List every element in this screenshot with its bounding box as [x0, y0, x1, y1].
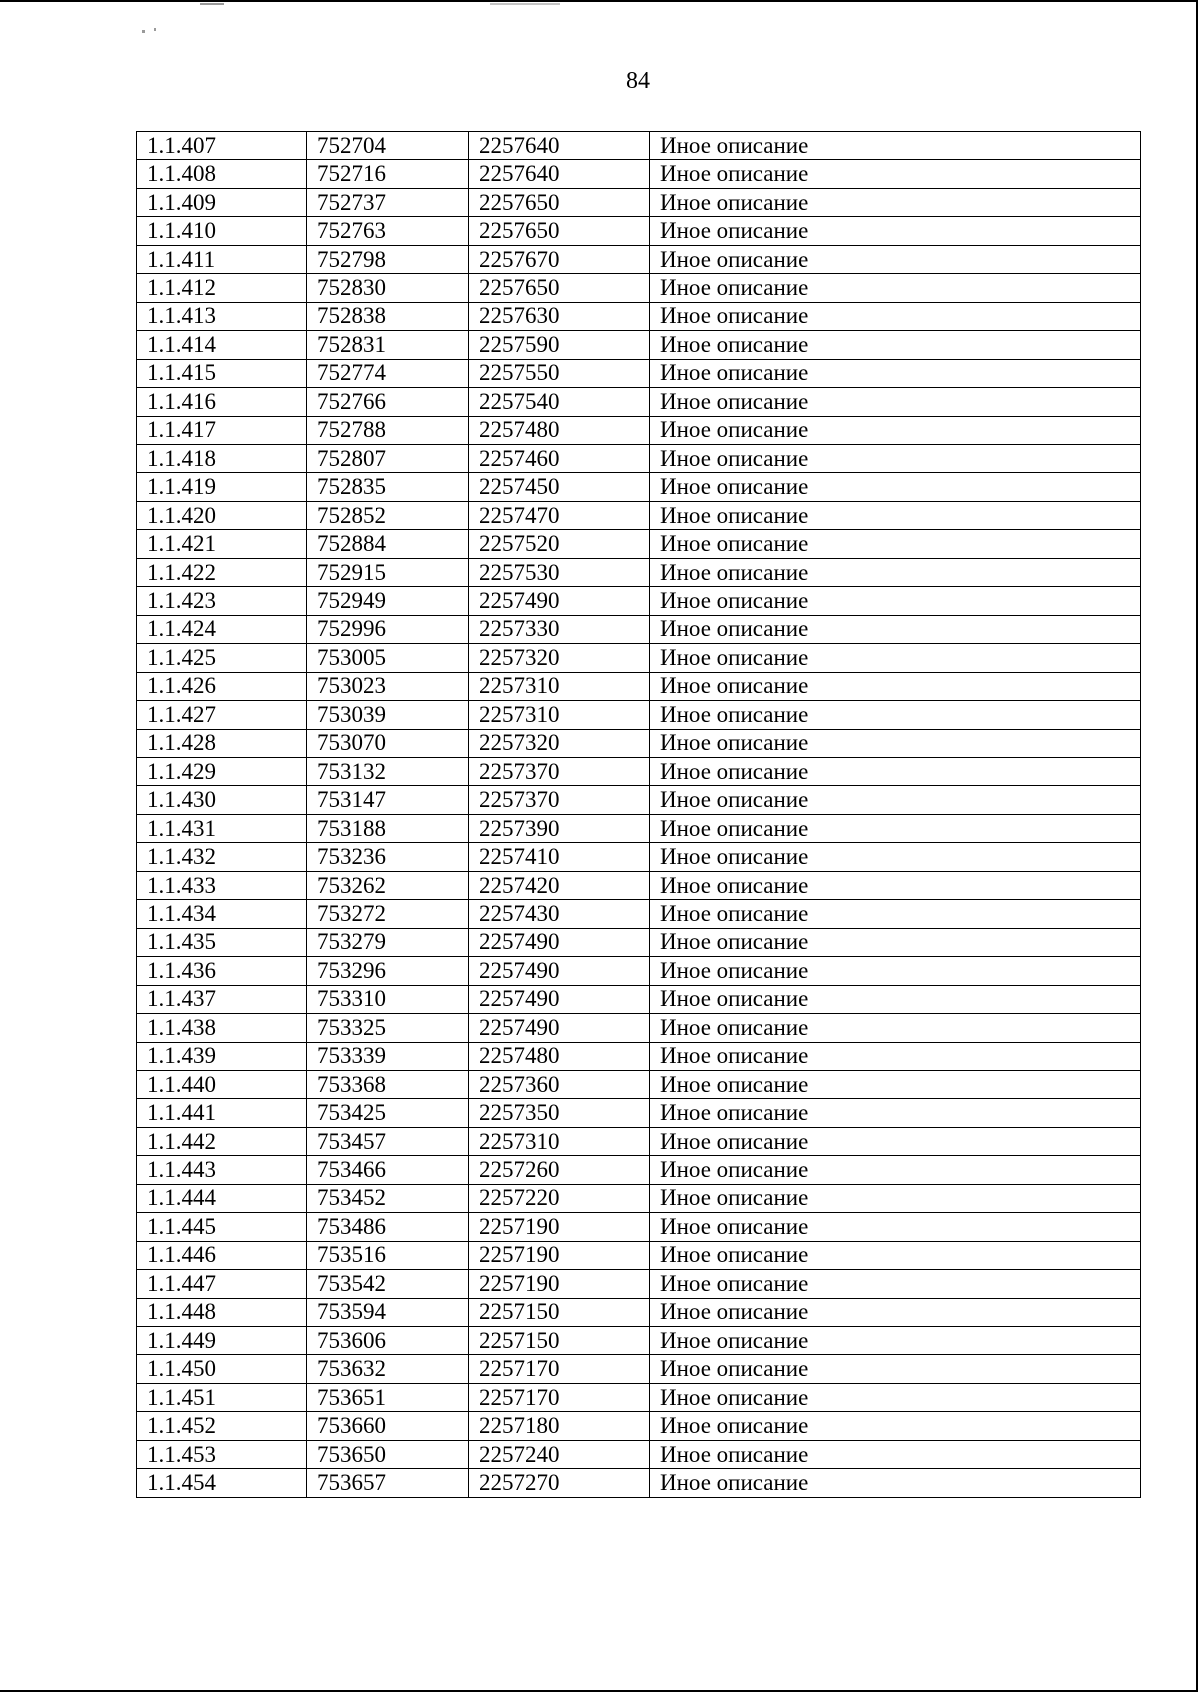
y-coordinate-cell: 2257650: [469, 217, 650, 245]
table-row: [137, 701, 1141, 729]
point-number-cell: 1.1.413: [137, 302, 307, 330]
x-coordinate-cell: 752838: [307, 302, 469, 330]
x-coordinate-cell: 753657: [307, 1469, 469, 1497]
point-number-cell: 1.1.431: [137, 814, 307, 842]
x-coordinate-cell: 753486: [307, 1213, 469, 1241]
y-coordinate-cell: 2257490: [469, 957, 650, 985]
description-cell: Иное описание: [650, 1383, 1141, 1411]
table-row: [137, 1014, 1141, 1042]
description-cell: Иное описание: [650, 814, 1141, 842]
y-coordinate-cell: 2257370: [469, 786, 650, 814]
point-number-cell: 1.1.439: [137, 1042, 307, 1070]
point-number-cell: 1.1.422: [137, 558, 307, 586]
table-row: [137, 928, 1141, 956]
description-cell: Иное описание: [650, 701, 1141, 729]
y-coordinate-cell: 2257470: [469, 501, 650, 529]
point-number-cell: 1.1.412: [137, 274, 307, 302]
point-number-cell: 1.1.417: [137, 416, 307, 444]
y-coordinate-cell: 2257310: [469, 672, 650, 700]
x-coordinate-cell: 752830: [307, 274, 469, 302]
y-coordinate-cell: 2257640: [469, 132, 650, 160]
point-number-cell: 1.1.410: [137, 217, 307, 245]
table-row: [137, 1042, 1141, 1070]
x-coordinate-cell: 753516: [307, 1241, 469, 1269]
table-row: [137, 843, 1141, 871]
point-number-cell: 1.1.452: [137, 1412, 307, 1440]
description-cell: Иное описание: [650, 245, 1141, 273]
description-cell: Иное описание: [650, 558, 1141, 586]
point-number-cell: 1.1.421: [137, 530, 307, 558]
table-row: [137, 558, 1141, 586]
y-coordinate-cell: 2257260: [469, 1156, 650, 1184]
table-row: [137, 1440, 1141, 1468]
x-coordinate-cell: 753023: [307, 672, 469, 700]
point-number-cell: 1.1.425: [137, 644, 307, 672]
point-number-cell: 1.1.432: [137, 843, 307, 871]
table-row: [137, 388, 1141, 416]
y-coordinate-cell: 2257310: [469, 1127, 650, 1155]
description-cell: Иное описание: [650, 644, 1141, 672]
table-row: [137, 188, 1141, 216]
point-number-cell: 1.1.450: [137, 1355, 307, 1383]
y-coordinate-cell: 2257370: [469, 757, 650, 785]
y-coordinate-cell: 2257310: [469, 701, 650, 729]
y-coordinate-cell: 2257520: [469, 530, 650, 558]
x-coordinate-cell: 752835: [307, 473, 469, 501]
description-cell: Иное описание: [650, 957, 1141, 985]
point-number-cell: 1.1.437: [137, 985, 307, 1013]
description-cell: Иное описание: [650, 1241, 1141, 1269]
scan-artifact: [142, 30, 145, 33]
table-row: [137, 132, 1141, 160]
y-coordinate-cell: 2257420: [469, 871, 650, 899]
description-cell: Иное описание: [650, 1298, 1141, 1326]
table-body: [137, 132, 1141, 1498]
description-cell: Иное описание: [650, 786, 1141, 814]
x-coordinate-cell: 753457: [307, 1127, 469, 1155]
x-coordinate-cell: 753070: [307, 729, 469, 757]
y-coordinate-cell: 2257170: [469, 1383, 650, 1411]
y-coordinate-cell: 2257490: [469, 928, 650, 956]
table-row: [137, 985, 1141, 1013]
y-coordinate-cell: 2257360: [469, 1070, 650, 1098]
table-row: [137, 957, 1141, 985]
y-coordinate-cell: 2257330: [469, 615, 650, 643]
table-row: [137, 615, 1141, 643]
table-row: [137, 359, 1141, 387]
x-coordinate-cell: 752831: [307, 331, 469, 359]
x-coordinate-cell: 752807: [307, 444, 469, 472]
scan-artifact: [490, 3, 560, 5]
point-number-cell: 1.1.436: [137, 957, 307, 985]
x-coordinate-cell: 753594: [307, 1298, 469, 1326]
table-row: [137, 1412, 1141, 1440]
x-coordinate-cell: 752737: [307, 188, 469, 216]
x-coordinate-cell: 752798: [307, 245, 469, 273]
y-coordinate-cell: 2257390: [469, 814, 650, 842]
x-coordinate-cell: 753606: [307, 1327, 469, 1355]
x-coordinate-cell: 752915: [307, 558, 469, 586]
point-number-cell: 1.1.433: [137, 871, 307, 899]
description-cell: Иное описание: [650, 871, 1141, 899]
table-row: [137, 160, 1141, 188]
point-number-cell: 1.1.434: [137, 900, 307, 928]
table-row: [137, 217, 1141, 245]
x-coordinate-cell: 752949: [307, 587, 469, 615]
table-row: [137, 1070, 1141, 1098]
x-coordinate-cell: 752884: [307, 530, 469, 558]
y-coordinate-cell: 2257190: [469, 1213, 650, 1241]
x-coordinate-cell: 752852: [307, 501, 469, 529]
point-number-cell: 1.1.426: [137, 672, 307, 700]
description-cell: Иное описание: [650, 359, 1141, 387]
description-cell: Иное описание: [650, 729, 1141, 757]
x-coordinate-cell: 753425: [307, 1099, 469, 1127]
y-coordinate-cell: 2257530: [469, 558, 650, 586]
table-row: [137, 530, 1141, 558]
table-row: [137, 473, 1141, 501]
x-coordinate-cell: 752774: [307, 359, 469, 387]
scan-artifact: [154, 28, 156, 31]
point-number-cell: 1.1.428: [137, 729, 307, 757]
table-row: [137, 416, 1141, 444]
x-coordinate-cell: 753325: [307, 1014, 469, 1042]
description-cell: Иное описание: [650, 501, 1141, 529]
table-row: [137, 1127, 1141, 1155]
table-row: [137, 274, 1141, 302]
y-coordinate-cell: 2257590: [469, 331, 650, 359]
point-number-cell: 1.1.444: [137, 1184, 307, 1212]
point-number-cell: 1.1.440: [137, 1070, 307, 1098]
y-coordinate-cell: 2257490: [469, 587, 650, 615]
x-coordinate-cell: 753368: [307, 1070, 469, 1098]
x-coordinate-cell: 753262: [307, 871, 469, 899]
x-coordinate-cell: 753452: [307, 1184, 469, 1212]
point-number-cell: 1.1.429: [137, 757, 307, 785]
y-coordinate-cell: 2257450: [469, 473, 650, 501]
table-row: [137, 331, 1141, 359]
x-coordinate-cell: 753272: [307, 900, 469, 928]
y-coordinate-cell: 2257220: [469, 1184, 650, 1212]
point-number-cell: 1.1.418: [137, 444, 307, 472]
table-row: [137, 757, 1141, 785]
x-coordinate-cell: 753651: [307, 1383, 469, 1411]
description-cell: Иное описание: [650, 1412, 1141, 1440]
table-row: [137, 245, 1141, 273]
x-coordinate-cell: 753039: [307, 701, 469, 729]
description-cell: Иное описание: [650, 530, 1141, 558]
description-cell: Иное описание: [650, 1440, 1141, 1468]
table-row: [137, 672, 1141, 700]
y-coordinate-cell: 2257240: [469, 1440, 650, 1468]
point-number-cell: 1.1.435: [137, 928, 307, 956]
y-coordinate-cell: 2257170: [469, 1355, 650, 1383]
x-coordinate-cell: 753188: [307, 814, 469, 842]
x-coordinate-cell: 753279: [307, 928, 469, 956]
description-cell: Иное описание: [650, 1127, 1141, 1155]
x-coordinate-cell: 752766: [307, 388, 469, 416]
table-row: [137, 900, 1141, 928]
x-coordinate-cell: 753466: [307, 1156, 469, 1184]
point-number-cell: 1.1.447: [137, 1270, 307, 1298]
point-number-cell: 1.1.443: [137, 1156, 307, 1184]
y-coordinate-cell: 2257320: [469, 729, 650, 757]
description-cell: Иное описание: [650, 928, 1141, 956]
point-number-cell: 1.1.415: [137, 359, 307, 387]
x-coordinate-cell: 753650: [307, 1440, 469, 1468]
description-cell: Иное описание: [650, 900, 1141, 928]
table-row: [137, 1355, 1141, 1383]
table-row: [137, 1241, 1141, 1269]
y-coordinate-cell: 2257150: [469, 1327, 650, 1355]
y-coordinate-cell: 2257190: [469, 1270, 650, 1298]
point-number-cell: 1.1.430: [137, 786, 307, 814]
point-number-cell: 1.1.414: [137, 331, 307, 359]
description-cell: Иное описание: [650, 672, 1141, 700]
point-number-cell: 1.1.446: [137, 1241, 307, 1269]
description-cell: Иное описание: [650, 843, 1141, 871]
y-coordinate-cell: 2257490: [469, 1014, 650, 1042]
y-coordinate-cell: 2257670: [469, 245, 650, 273]
point-number-cell: 1.1.427: [137, 701, 307, 729]
point-number-cell: 1.1.416: [137, 388, 307, 416]
y-coordinate-cell: 2257550: [469, 359, 650, 387]
x-coordinate-cell: 752763: [307, 217, 469, 245]
y-coordinate-cell: 2257460: [469, 444, 650, 472]
point-number-cell: 1.1.411: [137, 245, 307, 273]
table-row: [137, 302, 1141, 330]
table-row: [137, 587, 1141, 615]
coordinates-table: [136, 131, 1141, 1498]
table-row: [137, 1213, 1141, 1241]
x-coordinate-cell: 753005: [307, 644, 469, 672]
point-number-cell: 1.1.441: [137, 1099, 307, 1127]
description-cell: Иное описание: [650, 1355, 1141, 1383]
x-coordinate-cell: 753632: [307, 1355, 469, 1383]
description-cell: Иное описание: [650, 1270, 1141, 1298]
description-cell: Иное описание: [650, 388, 1141, 416]
table-row: [137, 1184, 1141, 1212]
table-row: [137, 1327, 1141, 1355]
page-number: 84: [626, 68, 650, 94]
description-cell: Иное описание: [650, 1099, 1141, 1127]
description-cell: Иное описание: [650, 1327, 1141, 1355]
description-cell: Иное описание: [650, 1156, 1141, 1184]
description-cell: Иное описание: [650, 160, 1141, 188]
x-coordinate-cell: 753310: [307, 985, 469, 1013]
description-cell: Иное описание: [650, 985, 1141, 1013]
y-coordinate-cell: 2257350: [469, 1099, 650, 1127]
point-number-cell: 1.1.407: [137, 132, 307, 160]
point-number-cell: 1.1.420: [137, 501, 307, 529]
description-cell: Иное описание: [650, 615, 1141, 643]
y-coordinate-cell: 2257270: [469, 1469, 650, 1497]
table-row: [137, 1298, 1141, 1326]
y-coordinate-cell: 2257540: [469, 388, 650, 416]
x-coordinate-cell: 753132: [307, 757, 469, 785]
table-row: [137, 1469, 1141, 1497]
description-cell: Иное описание: [650, 1070, 1141, 1098]
x-coordinate-cell: 753147: [307, 786, 469, 814]
table-row: [137, 644, 1141, 672]
y-coordinate-cell: 2257650: [469, 188, 650, 216]
table-row: [137, 1156, 1141, 1184]
point-number-cell: 1.1.451: [137, 1383, 307, 1411]
description-cell: Иное описание: [650, 1014, 1141, 1042]
point-number-cell: 1.1.408: [137, 160, 307, 188]
point-number-cell: 1.1.454: [137, 1469, 307, 1497]
x-coordinate-cell: 753296: [307, 957, 469, 985]
table-row: [137, 1383, 1141, 1411]
description-cell: Иное описание: [650, 473, 1141, 501]
description-cell: Иное описание: [650, 217, 1141, 245]
description-cell: Иное описание: [650, 416, 1141, 444]
description-cell: Иное описание: [650, 1213, 1141, 1241]
x-coordinate-cell: 752788: [307, 416, 469, 444]
point-number-cell: 1.1.424: [137, 615, 307, 643]
y-coordinate-cell: 2257650: [469, 274, 650, 302]
x-coordinate-cell: 752996: [307, 615, 469, 643]
table-row: [137, 729, 1141, 757]
y-coordinate-cell: 2257480: [469, 416, 650, 444]
description-cell: Иное описание: [650, 188, 1141, 216]
table-row: [137, 501, 1141, 529]
description-cell: Иное описание: [650, 132, 1141, 160]
table-row: [137, 1270, 1141, 1298]
description-cell: Иное описание: [650, 444, 1141, 472]
x-coordinate-cell: 752704: [307, 132, 469, 160]
scan-artifact: [200, 3, 224, 5]
point-number-cell: 1.1.453: [137, 1440, 307, 1468]
point-number-cell: 1.1.449: [137, 1327, 307, 1355]
description-cell: Иное описание: [650, 1469, 1141, 1497]
x-coordinate-cell: 753339: [307, 1042, 469, 1070]
description-cell: Иное описание: [650, 757, 1141, 785]
x-coordinate-cell: 753542: [307, 1270, 469, 1298]
point-number-cell: 1.1.409: [137, 188, 307, 216]
table-row: [137, 814, 1141, 842]
y-coordinate-cell: 2257490: [469, 985, 650, 1013]
description-cell: Иное описание: [650, 1184, 1141, 1212]
point-number-cell: 1.1.423: [137, 587, 307, 615]
y-coordinate-cell: 2257190: [469, 1241, 650, 1269]
y-coordinate-cell: 2257180: [469, 1412, 650, 1440]
table-row: [137, 444, 1141, 472]
point-number-cell: 1.1.445: [137, 1213, 307, 1241]
y-coordinate-cell: 2257630: [469, 302, 650, 330]
y-coordinate-cell: 2257480: [469, 1042, 650, 1070]
description-cell: Иное описание: [650, 274, 1141, 302]
description-cell: Иное описание: [650, 302, 1141, 330]
y-coordinate-cell: 2257430: [469, 900, 650, 928]
y-coordinate-cell: 2257150: [469, 1298, 650, 1326]
point-number-cell: 1.1.419: [137, 473, 307, 501]
x-coordinate-cell: 752716: [307, 160, 469, 188]
x-coordinate-cell: 753236: [307, 843, 469, 871]
description-cell: Иное описание: [650, 1042, 1141, 1070]
table-row: [137, 1099, 1141, 1127]
point-number-cell: 1.1.438: [137, 1014, 307, 1042]
y-coordinate-cell: 2257320: [469, 644, 650, 672]
point-number-cell: 1.1.448: [137, 1298, 307, 1326]
description-cell: Иное описание: [650, 587, 1141, 615]
y-coordinate-cell: 2257410: [469, 843, 650, 871]
table-row: [137, 786, 1141, 814]
table-row: [137, 871, 1141, 899]
description-cell: Иное описание: [650, 331, 1141, 359]
x-coordinate-cell: 753660: [307, 1412, 469, 1440]
point-number-cell: 1.1.442: [137, 1127, 307, 1155]
y-coordinate-cell: 2257640: [469, 160, 650, 188]
